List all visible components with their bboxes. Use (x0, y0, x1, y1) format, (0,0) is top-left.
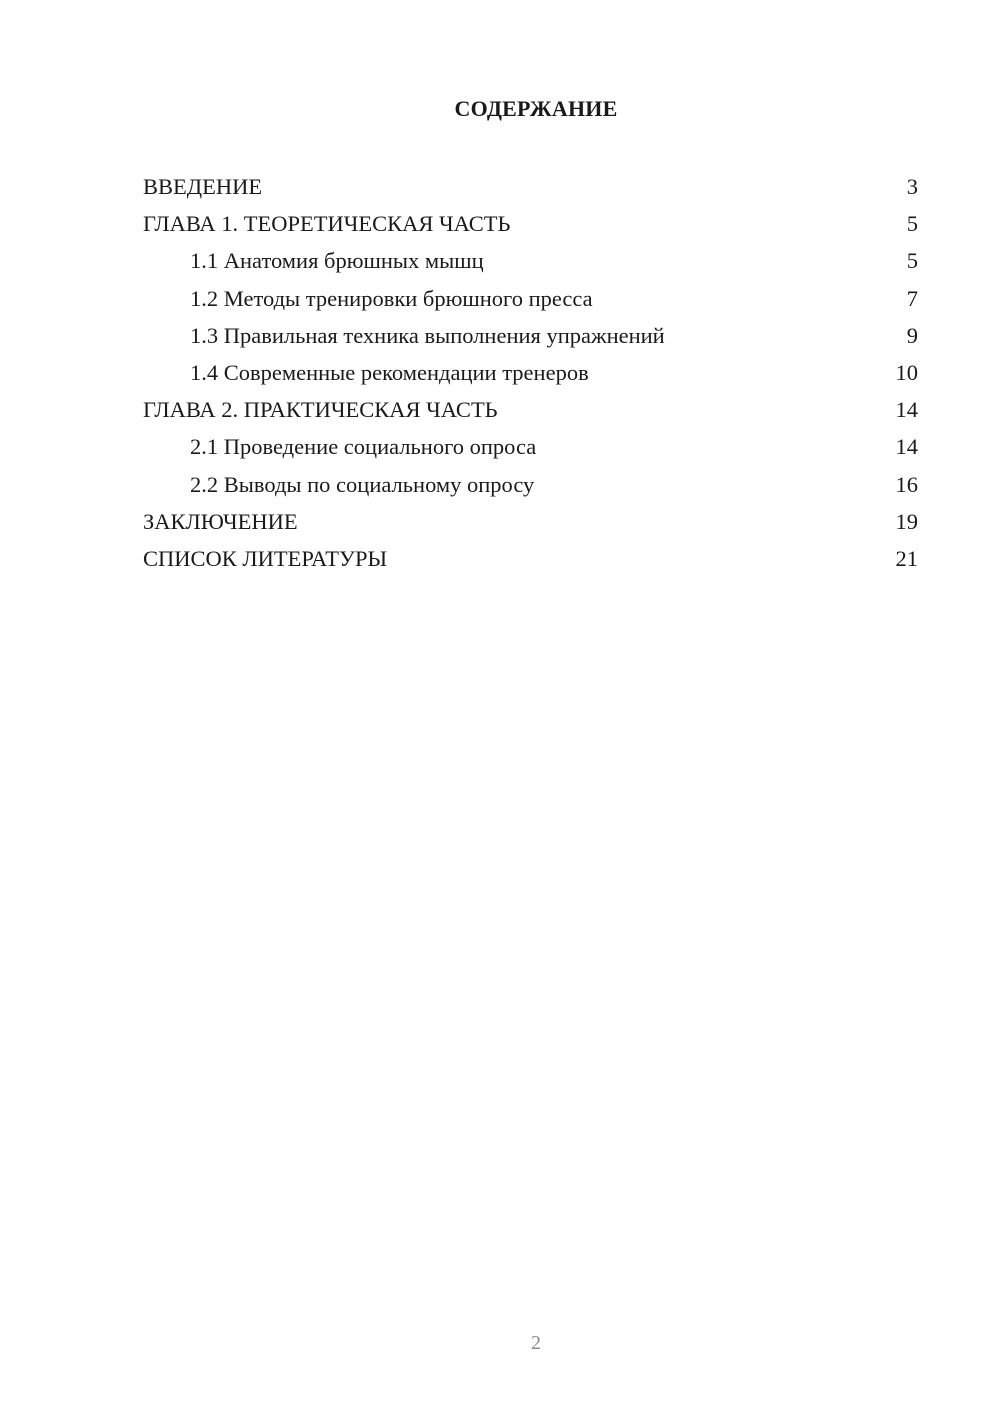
toc-entry-label: 2.1 Проведение социального опроса (190, 434, 537, 460)
toc-entry-label: ВВЕДЕНИЕ (143, 174, 263, 199)
toc-entry-section-1-3[interactable] (143, 317, 918, 354)
page-number: 2 (531, 1332, 541, 1354)
toc-entry-references[interactable] (143, 540, 918, 577)
toc-entry-page: 5 (906, 211, 918, 237)
toc-entry-label: 1.4 Современные рекомендации тренеров (190, 359, 589, 385)
toc-entry-chapter-2[interactable] (143, 391, 918, 428)
toc-entry-page: 14 (895, 434, 918, 460)
toc-entry-page: 10 (895, 359, 918, 385)
table-of-contents (143, 168, 918, 577)
toc-entry-label: 1.1 Анатомия брюшных мышц (190, 248, 484, 274)
toc-entry-introduction[interactable] (143, 168, 918, 205)
toc-entry-page: 16 (895, 471, 918, 497)
toc-entry-section-2-2[interactable] (143, 466, 918, 503)
toc-entry-label: ГЛАВА 2. ПРАКТИЧЕСКАЯ ЧАСТЬ (143, 397, 498, 423)
toc-entry-page: 5 (906, 248, 918, 274)
toc-entry-page: 19 (895, 508, 918, 534)
toc-entry-label: 1.3 Правильная техника выполнения упражнений (190, 322, 665, 348)
toc-title: СОДЕРЖАНИЕ (454, 96, 618, 121)
toc-entry-page: 3 (906, 174, 918, 199)
toc-entry-page: 21 (895, 545, 918, 571)
toc-entry-label: СПИСОК ЛИТЕРАТУРЫ (143, 545, 388, 571)
toc-entry-page: 9 (906, 322, 918, 348)
toc-entry-label: 1.2 Методы тренировки брюшного пресса (190, 285, 593, 311)
toc-entry-page: 14 (895, 397, 918, 423)
toc-entry-section-1-2[interactable] (143, 280, 918, 317)
toc-entry-conclusion[interactable] (143, 503, 918, 540)
toc-entry-page: 7 (906, 285, 918, 311)
toc-entry-section-1-4[interactable] (143, 354, 918, 391)
toc-entry-section-1-1[interactable] (143, 242, 918, 279)
toc-entry-label: ЗАКЛЮЧЕНИЕ (143, 508, 298, 534)
toc-entry-chapter-1[interactable] (143, 205, 918, 242)
toc-entry-section-2-1[interactable] (143, 428, 918, 465)
toc-entry-label: 2.2 Выводы по социальному опросу (190, 471, 535, 497)
toc-entry-label: ГЛАВА 1. ТЕОРЕТИЧЕСКАЯ ЧАСТЬ (143, 211, 511, 237)
